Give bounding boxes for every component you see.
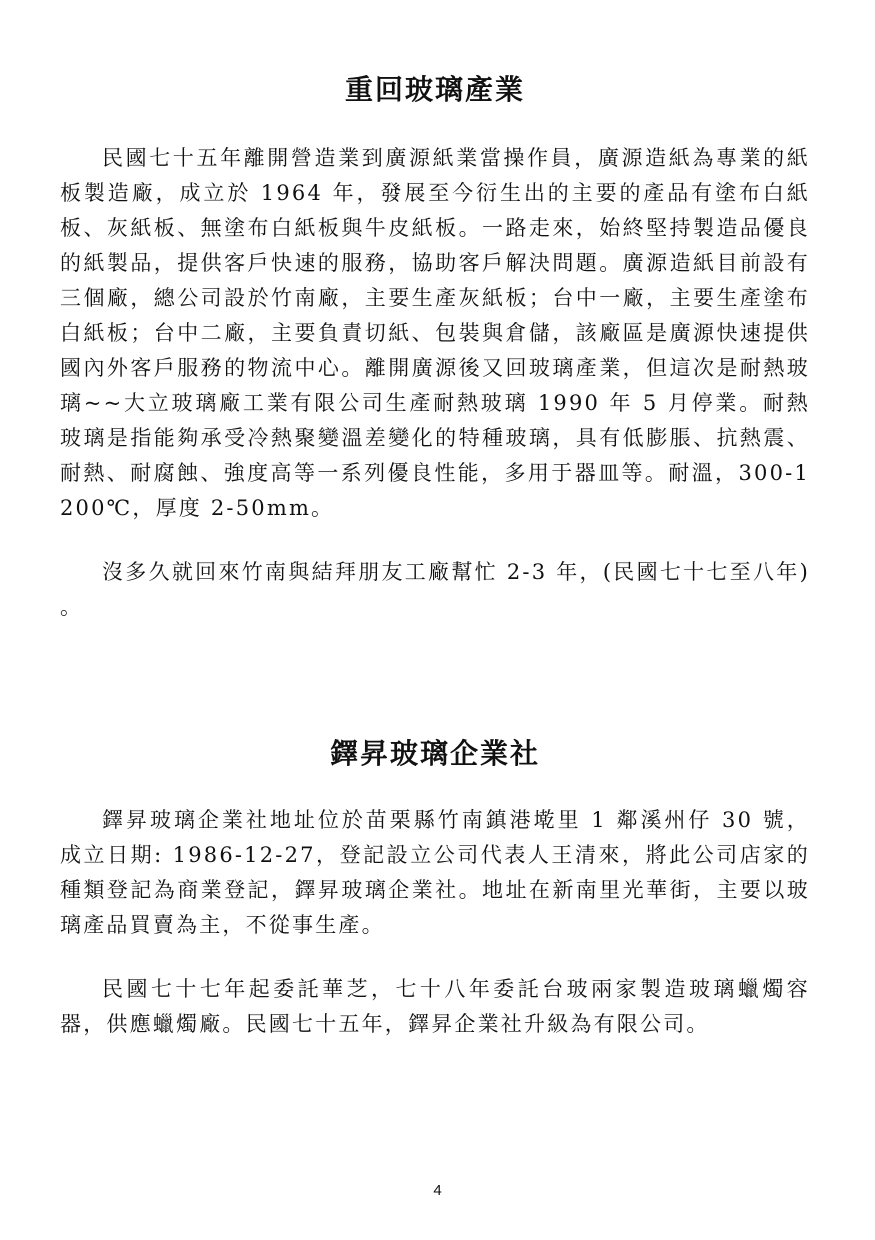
section-1-paragraph-1: 民國七十五年離開營造業到廣源紙業當操作員，廣源造紙為專業的紙板製造廠，成立於 1964 年，發展至今衍生出的主要的產品有塗布白紙板、灰紙板、無塗布白紙板與牛皮紙板。一路走來，始終堅持製造品優良的紙製品，提供客戶快速的服務，協助客戶解決問題。廣源造紙目前設有三個廠，總公司設於竹南廠，主要生產灰紙板；台中一廠，主要生產塗布白紙板；台中二廠，主要負責切紙、包裝與倉儲，該廠區是廣源快速提供國內外客戶服務的物流中心。離開廣源後又回玻璃產業，但這次是耐熱玻璃~~大立玻璃廠工業有限公司生產耐熱玻璃 1990 年 5 月停業。耐熱玻璃是指能夠承受冷熱聚變溫差變化的特種玻璃，具有低膨脹、抗熱震、耐熱、耐腐蝕、強度高等一系列優良性能，多用于器皿等。耐溫，300-1200℃，厚度 2-50mm。 [60, 146, 810, 520]
section-1-paragraph-2: 沒多久就回來竹南與結拜朋友工廠幫忙 2-3 年，(民國七十七至八年) 。 [60, 560, 810, 619]
document-page [60, 0, 810, 1240]
page-number: 4 [433, 1182, 442, 1199]
section-2-paragraph-1: 鐸昇玻璃企業社地址位於苗栗縣竹南鎮港墘里 1 鄰溪州仔 30 號，成立日期: 1986-12-27，登記設立公司代表人王清來，將此公司店家的種類登記為商業登記，鐸昇玻璃企業社。地址在新南里光華街，主要以玻璃產品買賣為主，不從事生產。 [60, 808, 810, 937]
section-title-glass-industry: 重回玻璃產業 [344, 73, 525, 106]
section-2-paragraph-2: 民國七十七年起委託華芝，七十八年委託台玻兩家製造玻璃蠟燭容器，供應蠟燭廠。民國七十五年，鐸昇企業社升級為有限公司。 [60, 977, 810, 1036]
section-title-duosheng-enterprise: 鐸昇玻璃企業社 [329, 737, 540, 770]
